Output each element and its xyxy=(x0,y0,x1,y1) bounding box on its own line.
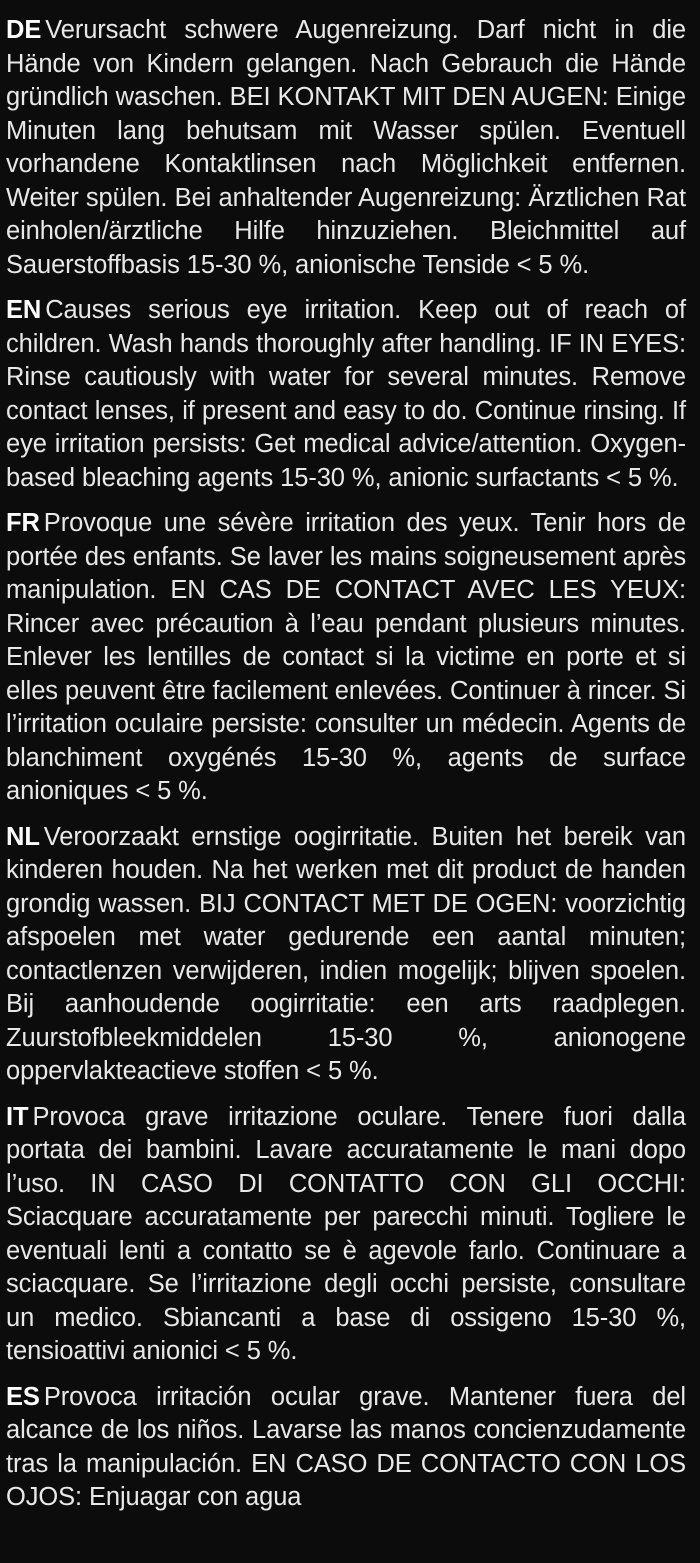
language-code-fr: FR xyxy=(6,509,40,537)
warning-text-fr: Provoque une sévère irritation des yeux. Tenir hors de portée des enfants. Se laver les mains soigneusement après manipulation. EN CAS DE CONTACT AVEC LES YEUX: Rincer avec précaution à l’eau pendant plusieurs minutes. Enlever les lentilles de contact si la victime en porte et si elles peuvent être facilement enlevées. Continuer à rincer. Si l’irritation oculaire persiste: consulter un médecin. Agents de blanchiment oxygénés 15-30 %, agents de surface anioniques < 5 %. xyxy=(6,509,686,805)
section-nl xyxy=(6,821,686,1089)
warning-text-es: Provoca irritación ocular grave. Mantener fuera del alcance de los niños. Lavarse las manos concienzudamente tras la manipulación. EN CASO DE CONTACTO CON LOS OJOS: Enjuagar con agua xyxy=(6,1382,686,1511)
warning-text-de: Verursacht schwere Augenreizung. Darf nicht in die Hände von Kindern gelangen. Nach Gebrauch die Hände gründlich waschen. BEI KONTAKT MIT DEN AUGEN: Einige Minuten lang behutsam mit Wasser spülen. Eventuell vorhandene Kontaktlinsen nach Möglichkeit entfernen. Weiter spülen. Bei anhaltender Augenreizung: Ärztlichen Rat einholen/ärztliche Hilfe hinzuziehen. Bleichmittel auf Sauerstoffbasis 15-30 %, anionische Tenside < 5 %. xyxy=(6,16,686,279)
language-code-es: ES xyxy=(6,1382,40,1411)
warning-text-en: Causes serious eye irritation. Keep out of reach of children. Wash hands thoroughly after handling. IF IN EYES: Rinse cautiously with water for several minutes. Remove contact lenses, if present and easy to do. Continue rinsing. If eye irritation persists: Get medical advice/attention. Oxygen-based bleaching agents 15-30 %, anionic surfactants < 5 %. xyxy=(6,296,686,492)
section-es xyxy=(6,1381,686,1515)
section-de xyxy=(6,14,686,282)
warning-text-nl: Veroorzaakt ernstige oogirritatie. Buiten het bereik van kinderen houden. Na het werken met dit product de handen grondig wassen. BIJ CONTACT MET DE OGEN: voorzichtig afspoelen met water gedurende een aantal minuten; contactlenzen verwijderen, indien mogelijk; blijven spoelen. Bij aanhoudende oogirritatie: een arts raadplegen. Zuurstofbleekmiddelen 15-30 %, anionogene oppervlakteactieve stoffen < 5 %. xyxy=(6,822,686,1085)
language-code-de: DE xyxy=(6,16,42,44)
section-en xyxy=(6,294,686,495)
section-fr xyxy=(6,507,686,809)
language-code-nl: NL xyxy=(6,822,40,851)
language-code-en: EN xyxy=(6,296,42,324)
language-code-it: IT xyxy=(6,1102,29,1131)
section-it xyxy=(6,1101,686,1369)
warning-text-it: Provoca grave irritazione oculare. Tenere fuori dalla portata dei bambini. Lavare accuratamente le mani dopo l’uso. IN CASO DI CONTATTO CON GLI OCCHI: Sciacquare accuratamente per parecchi minuti. Togliere le eventuali lenti a contatto se è agevole farlo. Continuare a sciacquare. Se l’irritazione degli occhi persiste, consultare un medico. Sbiancanti a base di ossigeno 15-30 %, tensioattivi anionici < 5 %. xyxy=(6,1102,686,1365)
